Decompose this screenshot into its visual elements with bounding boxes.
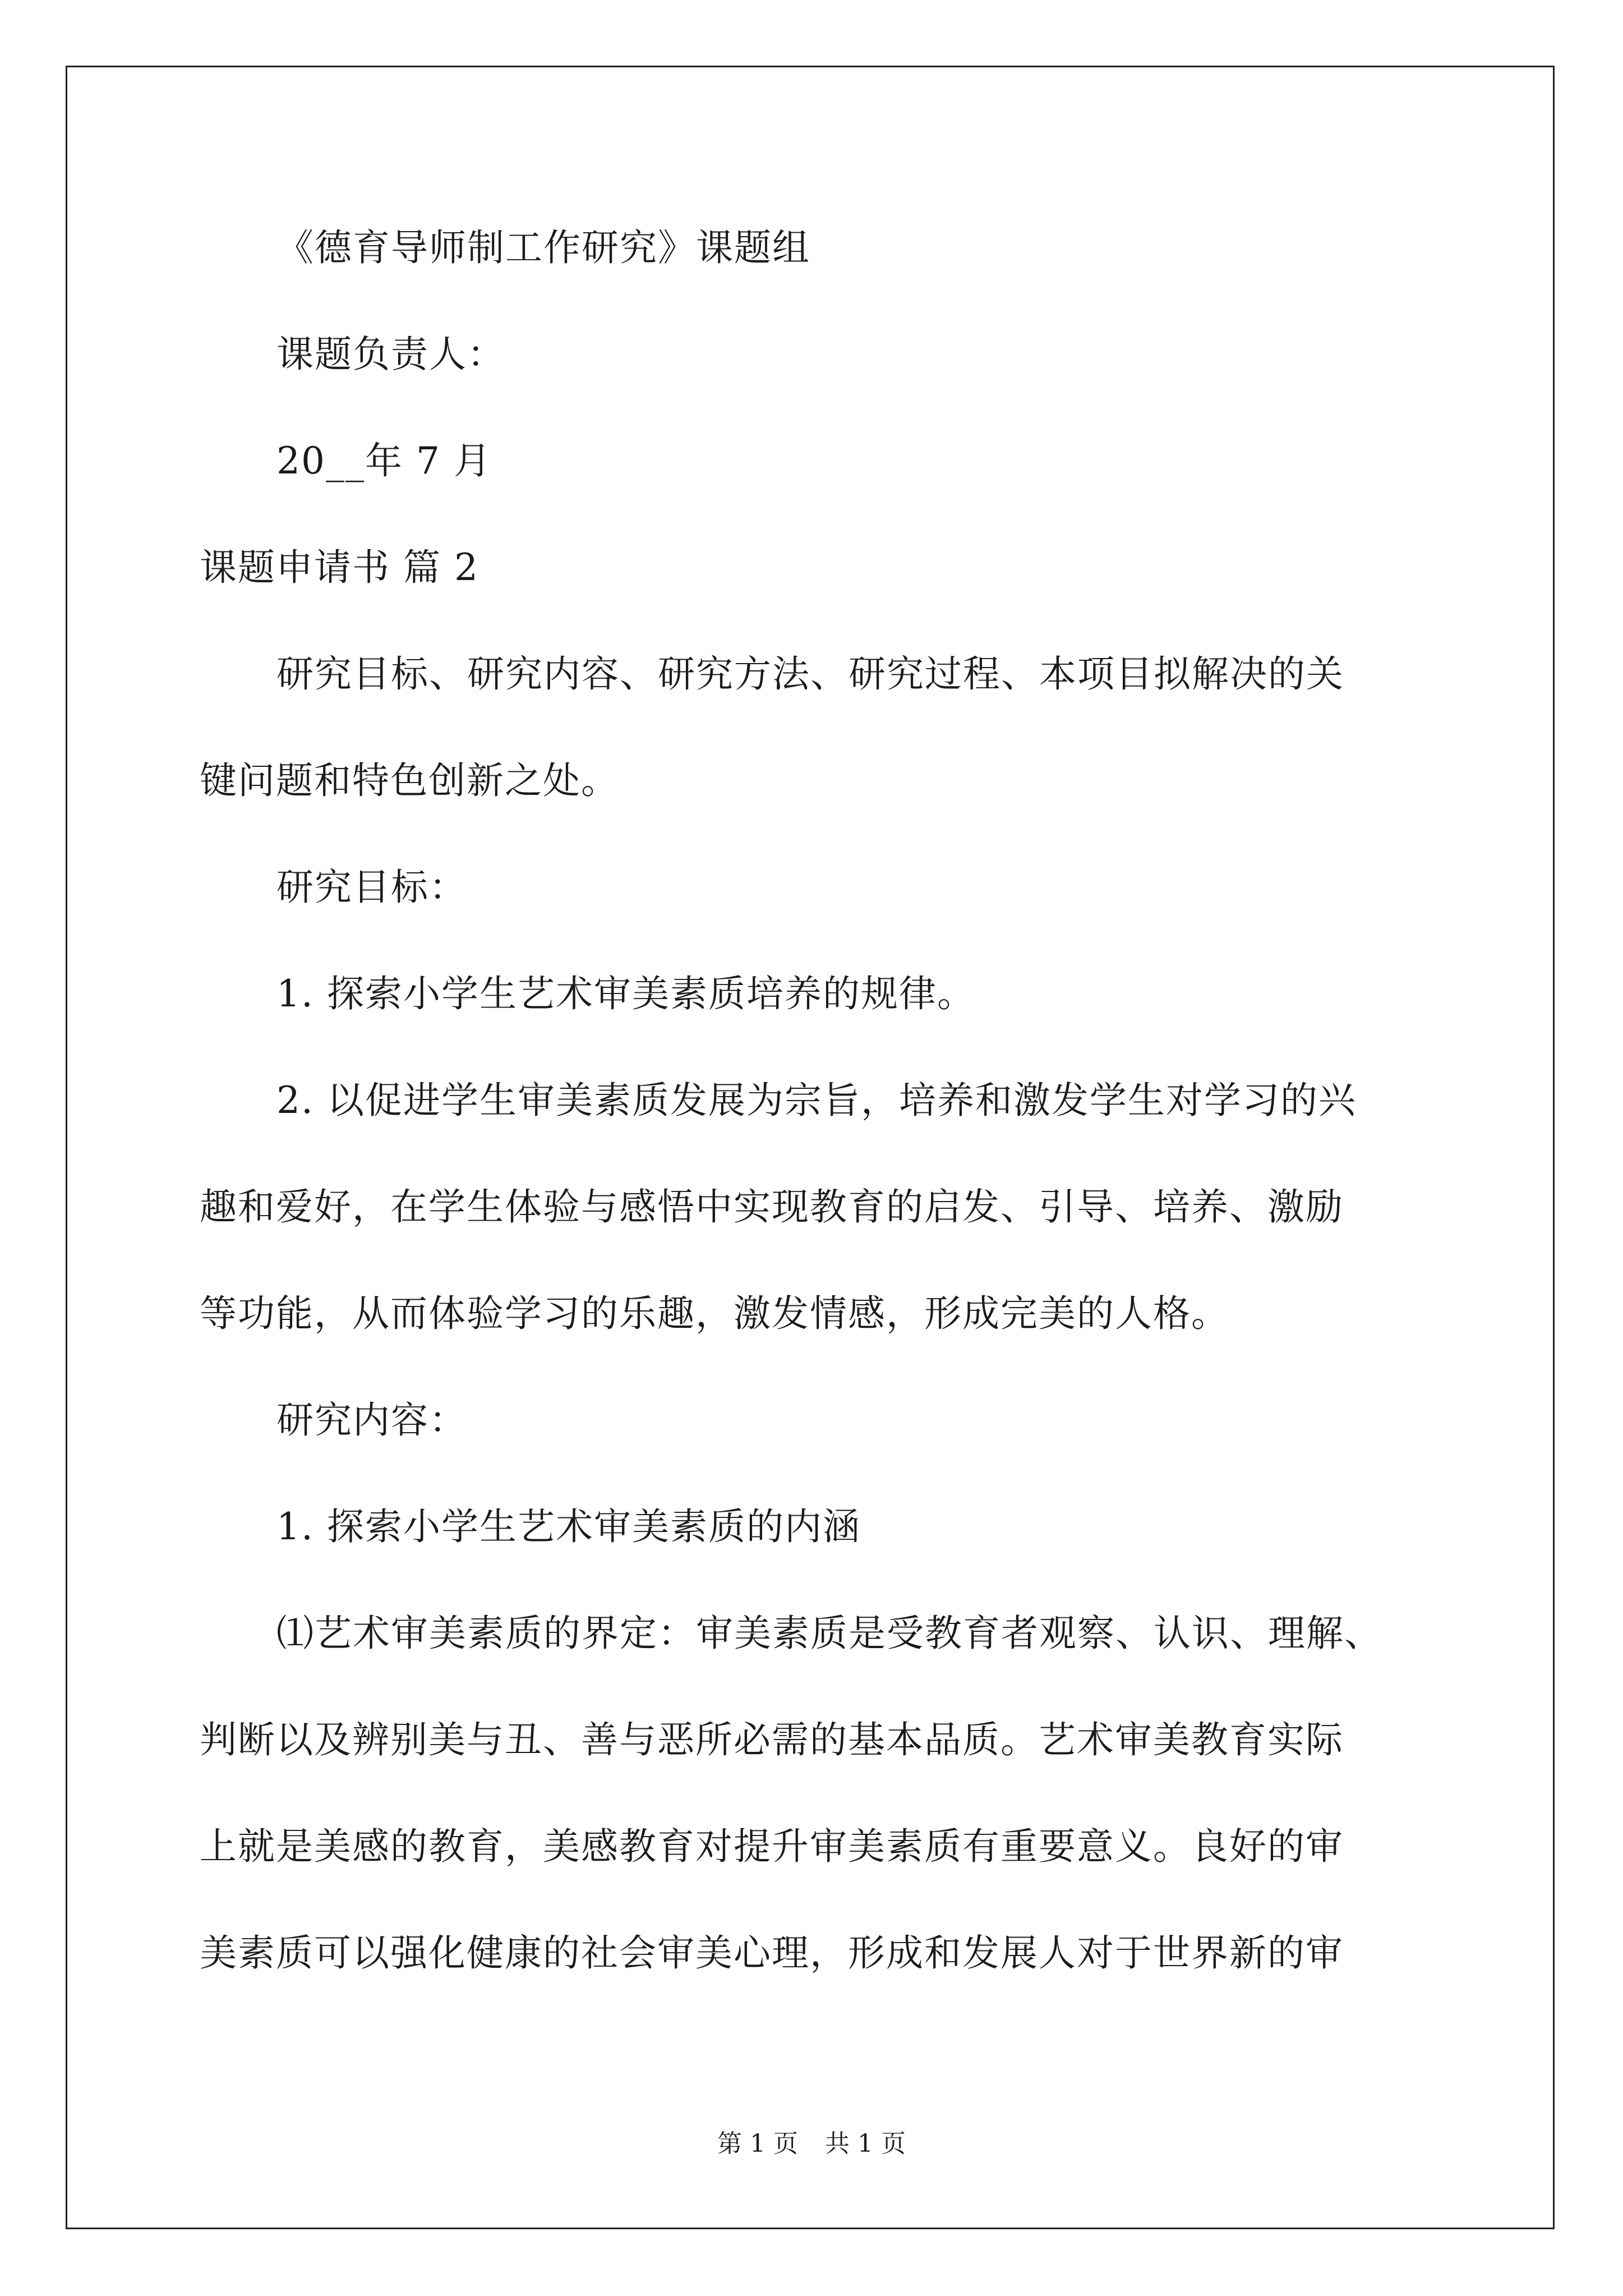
project-leader-line: 课题负责人： — [276, 333, 505, 376]
paragraph-line: 趣和爱好，在学生体验与感悟中实现教育的启发、引导、培养、激励 — [200, 1185, 1344, 1228]
paragraph-line: 1. 探索小学生艺术审美素质培养的规律。 — [276, 972, 975, 1015]
paragraph-line: 1. 探索小学生艺术审美素质的内涵 — [276, 1505, 861, 1548]
date-line: 20__年 7 月 — [276, 439, 492, 482]
paragraph-line: 判断以及辨别美与丑、善与恶所必需的基本品质。艺术审美教育实际 — [200, 1718, 1344, 1761]
section-heading: 课题申请书 篇 2 — [200, 546, 479, 589]
research-group-title: 《德育导师制工作研究》课题组 — [276, 226, 810, 269]
paragraph-line: 研究目标、研究内容、研究方法、研究过程、本项目拟解决的关 — [276, 652, 1344, 696]
paragraph-line: ⑴艺术审美素质的界定：审美素质是受教育者观察、认识、理解、 — [276, 1612, 1382, 1655]
page-total: 共 1 页 — [825, 2129, 906, 2158]
subheading-research-goals: 研究目标： — [276, 866, 467, 909]
paragraph-line: 上就是美感的教育，美感教育对提升审美素质有重要意义。良好的审 — [200, 1825, 1344, 1868]
paragraph-line: 2. 以促进学生审美素质发展为宗旨，培养和激发学生对学习的兴 — [276, 1079, 1357, 1122]
paragraph-line: 美素质可以强化健康的社会审美心理，形成和发展人对于世界新的审 — [200, 1931, 1344, 1975]
subheading-research-content: 研究内容： — [276, 1398, 467, 1442]
page-footer — [0, 2128, 1623, 2160]
paragraph-line: 等功能，从而体验学习的乐趣，激发情感，形成完美的人格。 — [200, 1292, 1229, 1335]
page-border — [66, 66, 1555, 2229]
page-number: 第 1 页 — [717, 2129, 798, 2158]
paragraph-line: 键问题和特色创新之处。 — [200, 759, 619, 802]
